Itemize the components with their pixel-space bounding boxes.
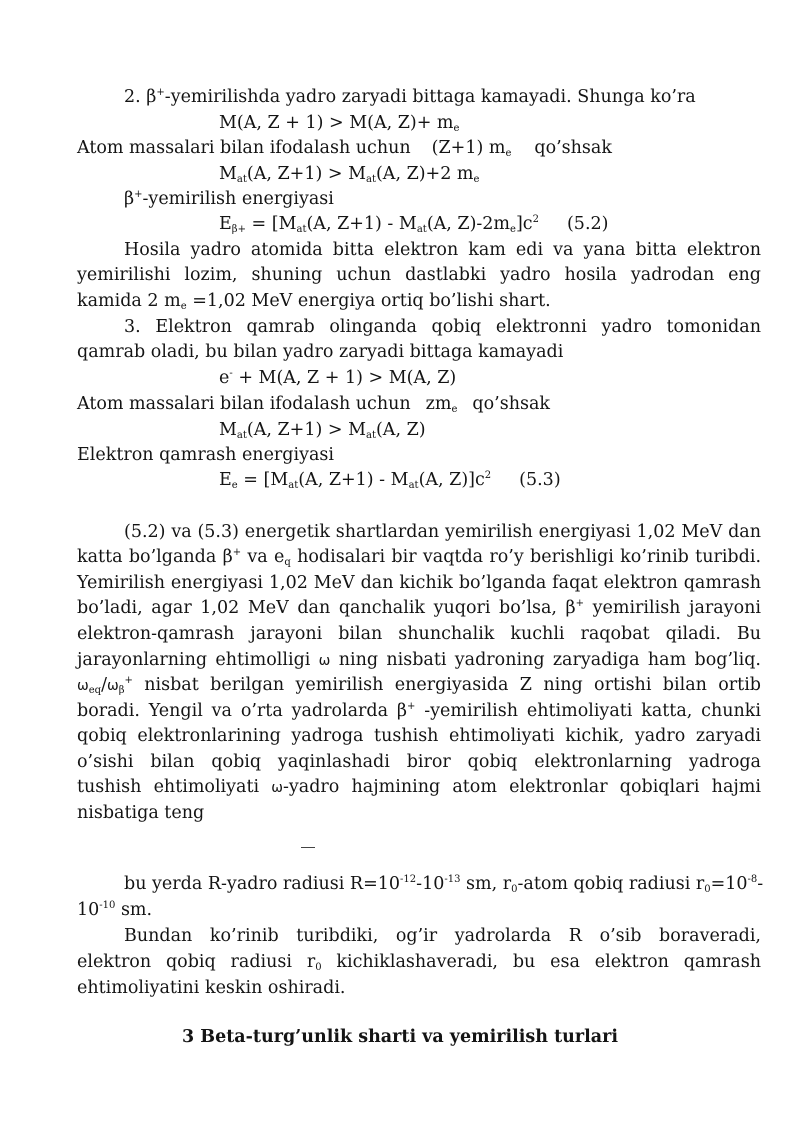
section-heading: 3 Beta-turg’unlik sharti va yemirilish turlari [182, 1027, 618, 1047]
para-main-line-6: jarayonlarning ehtimolligi ω ning nisbati yadroning zaryadiga ham bog’liq. [77, 650, 761, 670]
para-main-line-1: (5.2) va (5.3) energetik shartlardan yemirilish energiyasi 1,02 MeV dan [124, 522, 761, 542]
beta-energy-label: β+-yemirilish energiyasi [124, 189, 334, 209]
para-bundan-line-3: ehtimoliyatini keskin oshiradi. [77, 978, 346, 998]
atom-mass-line-2: Atom massalari bilan ifodalash uchun $zm_e$ qo’shsak [77, 394, 550, 415]
para-hosila-line-1: Hosila yadro atomida bitta elektron kam edi va yana bitta elektron [124, 240, 761, 260]
para2-intro: 2. β+-yemirilishda yadro zaryadi bittaga kamayadi. Shunga ko’ra [124, 87, 696, 107]
para-radius-line-2: $10^{-10}$ sm. [77, 900, 153, 920]
equation-number-5-2: (5.2) [566, 214, 609, 234]
para-main-line-3: Yemirilish energiyasi 1,02 MeV dan kichik bo’lganda faqat elektron qamrash [77, 573, 761, 593]
atom-mass-line-1: Atom massalari bilan ifodalash uchun (Z+1) $m_e$ qo’shsak [77, 138, 612, 159]
para-hosila-line-3: kamida 2 $m_e =1,02$ MeV energiya ortiq bo’lishi shart. [77, 291, 551, 312]
equation-capture-mass-inequality: $M_{at}(A$, $Z+1) > M_{at}(A$, Z) [219, 420, 426, 441]
para-main-line-11: tushish ehtimoliyati ω-yadro hajmining atom elektronlar qobiqlari hajmi [77, 777, 761, 797]
para-radius-line-1: bu yerda R-yadro radiusi $R=10^{-12}-10^{-13}$ sm, $r_0$-atom qobiq radiusi $r_0=10^{-8}-$ [124, 874, 764, 895]
para-main-line-9: qobiq elektronlarining yadroga tushish ehtimoliyati kichik, yadro zaryadi [77, 726, 761, 746]
equation-5-3: $E_e = [M_{at}(A$, $Z+1) - M_{at}(A$, $Z)]c^2$ (5.3) [219, 470, 561, 491]
equation-5-2: $E_{\beta+} = [M_{at}(A$, $Z+1) - M_{at}(A$, $Z)-2m_e]c^2$ (5.2) [219, 214, 609, 235]
para-main-line-10: o’sishi bilan qobiq yaqinlashadi biror qobiq elektronlarning yadroga [77, 752, 761, 772]
para-main-line-12: nisbatiga teng [77, 803, 205, 823]
para3-line-2: qamrab oladi, bu bilan yadro zaryadi bittaga kamayadi [77, 342, 564, 362]
para-main-line-5: elektron-qamrash jarayoni bilan shunchalik kuchli raqobat qiladi. Bu [77, 624, 761, 644]
equation-electron-capture: e- + M(A, Z + 1) > M(A, Z) [219, 368, 457, 388]
para3-line-1: 3. Elektron qamrab olinganda qobiq elektronni yadro tomonidan [124, 317, 761, 337]
para-main-line-8: boradi. Yengil va o’rta yadrolarda β+ -yemirilish ehtimoliyati katta, chunki [77, 701, 761, 721]
capture-energy-label: Elektron qamrash energiyasi [77, 445, 334, 465]
formula-fraction-bar [301, 847, 315, 848]
para-main-line-4: bo’ladi, agar 1,02 MeV dan qanchalik yuqori bo’lsa, β+ yemirilish jarayoni [77, 598, 761, 618]
equation-atomic-mass-inequality: $M_{at}(A$, $Z+1) > M_{at}(A$, Z)+2 $m_e$ [219, 164, 480, 185]
para-bundan-line-2: elektron qobiq radiusi $r_0$ kichiklashaveradi, bu esa elektron qamrash [77, 952, 761, 973]
para-bundan-line-1: Bundan ko’rinib turibdiki, og’ir yadrolarda R o’sib boraveradi, [124, 926, 761, 946]
equation-number-5-3: (5.3) [519, 470, 561, 490]
equation-mass-inequality: M(A, Z + 1) > M(A, $Z)+ m_e$ [219, 113, 460, 134]
para-hosila-line-2: yemirilishi lozim, shuning uchun dastlabki yadro hosila yadrodan eng [77, 265, 761, 285]
para-main-line-7: $\omega_{eq}/\omega_\beta^+$ nisbat berilgan yemirilish energiyasida Z ning ortishi bilan ortib [77, 675, 761, 696]
para-main-line-2: katta bo’lganda β+ va $e_q$ hodisalari bir vaqtda ro’y berishligi ko’rinib turibdi. [77, 547, 762, 568]
